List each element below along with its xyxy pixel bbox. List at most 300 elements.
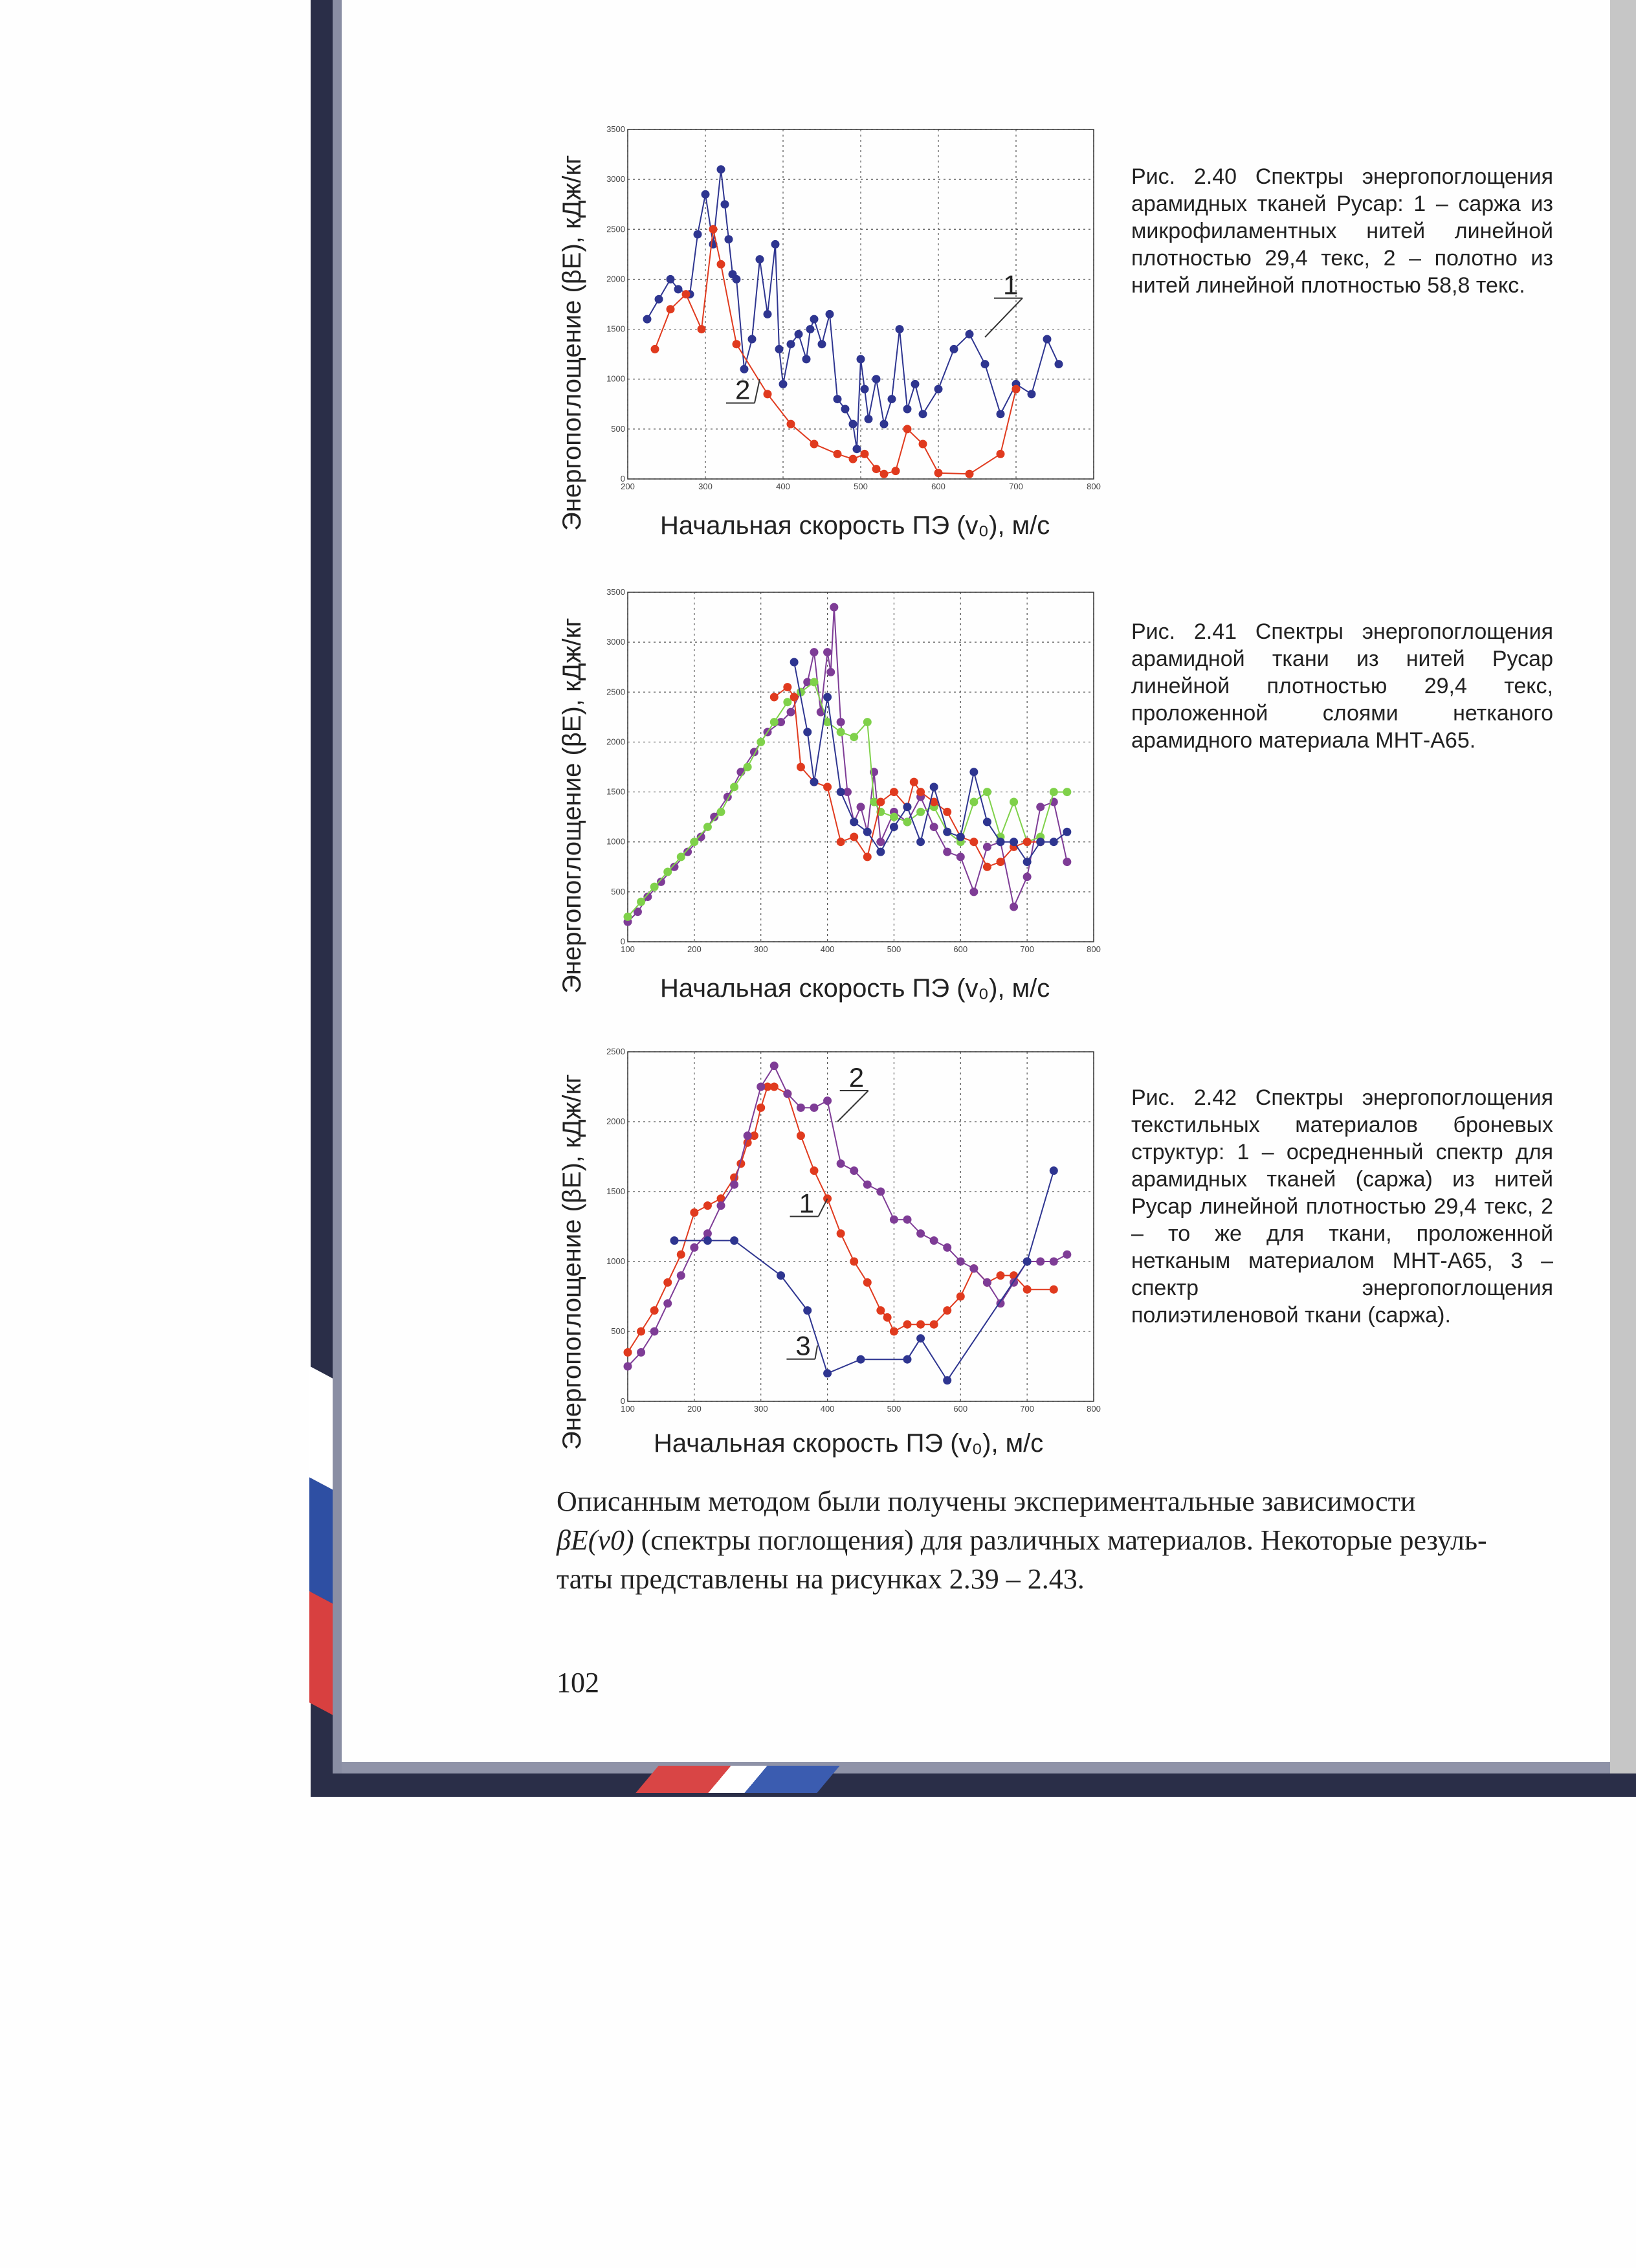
series-3-point xyxy=(823,1369,832,1377)
series-1-point xyxy=(787,340,795,348)
series-3-point xyxy=(943,1376,951,1384)
figure-2-42-chart xyxy=(608,1039,1113,1427)
y-tick-label: 3500 xyxy=(606,124,625,134)
series-3-point xyxy=(790,693,799,702)
figure-2-40-xlabel: Начальная скорость ПЭ (v₀), м/с xyxy=(660,511,1050,540)
series-2-line xyxy=(655,229,1019,474)
body-paragraph xyxy=(557,1482,1566,1599)
series-1-point xyxy=(934,385,943,394)
y-tick-label: 2500 xyxy=(606,224,625,234)
y-tick-label: 2000 xyxy=(606,1117,625,1126)
series-3-point xyxy=(703,1236,712,1245)
series-3-point xyxy=(969,838,978,846)
series-3-point xyxy=(803,1306,812,1315)
series-2-point xyxy=(730,1181,738,1189)
series-1-point xyxy=(837,718,845,726)
series-2-point xyxy=(1036,1258,1045,1266)
series-2-point xyxy=(783,1089,791,1098)
series-1-point xyxy=(883,1313,892,1322)
annotation-leader xyxy=(815,1346,817,1359)
series-1-point xyxy=(896,325,904,333)
series-1-point xyxy=(725,235,733,243)
series-4-point xyxy=(997,838,1005,846)
series-3-point xyxy=(910,778,918,786)
series-1-point xyxy=(770,1083,779,1091)
series-2-point xyxy=(717,808,725,816)
series-1-point xyxy=(797,1131,805,1140)
series-1-point xyxy=(943,848,951,856)
annotation-label: 1 xyxy=(1003,269,1019,300)
series-1-point xyxy=(810,1166,819,1175)
series-1-point xyxy=(667,275,675,284)
series-2-point xyxy=(1063,788,1071,796)
series-4-point xyxy=(1023,858,1032,866)
series-2-point xyxy=(849,455,857,463)
series-3-point xyxy=(863,852,872,861)
series-1-point xyxy=(771,240,780,249)
series-3-point xyxy=(983,863,991,871)
series-3-point xyxy=(916,788,925,796)
series-1-point xyxy=(876,1306,885,1315)
series-2-point xyxy=(890,813,898,821)
series-2-point xyxy=(880,470,889,478)
series-1-point xyxy=(806,325,815,333)
series-1-point xyxy=(1063,858,1071,866)
series-2-point xyxy=(983,788,991,796)
series-2-point xyxy=(934,469,943,477)
series-1-point xyxy=(740,365,749,373)
annotation-label: 2 xyxy=(735,374,751,405)
series-2-point xyxy=(850,733,858,741)
x-tick-label: 200 xyxy=(621,482,635,491)
series-1-point xyxy=(775,345,784,353)
series-1-point xyxy=(857,803,865,811)
series-1-point xyxy=(779,380,788,388)
y-tick-label: 0 xyxy=(620,937,625,946)
series-1-point xyxy=(826,310,834,318)
series-4-point xyxy=(916,838,925,846)
series-1-point xyxy=(674,285,683,293)
series-4-point xyxy=(1036,838,1045,846)
series-2-point xyxy=(872,465,881,473)
series-1-point xyxy=(1010,903,1018,911)
series-1-point xyxy=(810,648,819,656)
y-tick-label: 500 xyxy=(611,1326,625,1336)
series-3-point xyxy=(916,1334,925,1342)
series-3-point xyxy=(997,858,1005,866)
series-3-point xyxy=(777,1271,785,1280)
series-3-point xyxy=(876,798,885,806)
series-1-point xyxy=(849,420,857,428)
figure-2-42-caption: Рис. 2.42 Спектры энергопоглощения текстильных материалов броневых структур: 1 – осредненный спектр для арамидных тканей (саржа) из нитей Русар линейной плотностью 29,4 текс, 2 – то же для ткани, проложенной нетканым материалом МНТ-А65, 3 – спектр энергопоглощения полиэтиленовой ткани (саржа). xyxy=(1131,1085,1553,1328)
series-2-point xyxy=(744,1131,752,1140)
page-number: 102 xyxy=(557,1667,599,1698)
y-tick-label: 1000 xyxy=(606,373,625,384)
series-2-point xyxy=(861,450,869,458)
series-3-point xyxy=(770,693,779,702)
series-4-point xyxy=(823,693,832,702)
series-2-point xyxy=(690,1243,698,1252)
series-1-point xyxy=(810,315,819,324)
x-tick-label: 800 xyxy=(1087,1404,1101,1414)
annotation-leader xyxy=(819,1199,828,1217)
series-2-point xyxy=(682,290,691,298)
annotation-leader xyxy=(837,1091,868,1122)
series-4-point xyxy=(850,817,858,826)
series-2-point xyxy=(903,1216,912,1224)
x-tick-label: 300 xyxy=(753,944,768,954)
series-4-point xyxy=(863,828,872,836)
series-2-point xyxy=(698,325,706,333)
series-1-point xyxy=(981,360,989,368)
x-tick-label: 500 xyxy=(887,944,901,954)
series-1-point xyxy=(717,165,725,173)
series-2-point xyxy=(850,1166,858,1175)
series-2-point xyxy=(837,1159,845,1168)
series-1-point xyxy=(997,410,1005,418)
series-2-point xyxy=(783,698,791,706)
series-1-point xyxy=(702,190,710,199)
series-2-point xyxy=(717,260,725,269)
series-1-point xyxy=(694,230,702,239)
series-1-point xyxy=(930,823,938,831)
series-2-point xyxy=(903,425,912,433)
series-2-point xyxy=(677,852,685,861)
series-3-point xyxy=(1023,1258,1032,1266)
series-2-point xyxy=(890,1216,898,1224)
body-line-2-text: (спектры поглощения) для различных материалов. Некоторые резуль- xyxy=(634,1524,1487,1556)
body-line-2 xyxy=(557,1521,1566,1560)
series-2-point xyxy=(969,798,978,806)
figure-2-42-xlabel: Начальная скорость ПЭ (v₀), м/с xyxy=(654,1429,1044,1458)
x-tick-label: 700 xyxy=(1009,482,1023,491)
series-2-point xyxy=(703,823,712,831)
figure-2-41-xlabel: Начальная скорость ПЭ (v₀), м/с xyxy=(660,974,1050,1003)
series-2-point xyxy=(997,450,1005,458)
book-cover-edge-bottom-inner xyxy=(342,1762,1610,1773)
series-1-point xyxy=(643,315,652,324)
series-2-point xyxy=(637,1348,645,1357)
series-2-point xyxy=(834,450,842,458)
series-1-point xyxy=(748,335,757,344)
series-4-point xyxy=(890,823,898,831)
x-tick-label: 600 xyxy=(931,482,945,491)
series-4-point xyxy=(1063,828,1071,836)
series-1-point xyxy=(663,1278,672,1287)
y-tick-label: 3500 xyxy=(606,587,625,597)
series-1-point xyxy=(721,200,729,208)
series-1-point xyxy=(919,410,927,418)
series-3-point xyxy=(797,763,805,772)
body-line-1: Описанным методом были получены экспериментальные зависимости xyxy=(557,1485,1416,1517)
series-4-point xyxy=(810,778,819,786)
series-2-point xyxy=(1063,1251,1071,1259)
series-2-point xyxy=(810,678,819,686)
series-2-point xyxy=(624,913,632,921)
series-4-point xyxy=(956,833,965,841)
series-1-point xyxy=(861,385,869,394)
series-1-point xyxy=(757,1104,765,1112)
series-2-point xyxy=(764,390,772,398)
series-4-point xyxy=(969,768,978,776)
x-tick-label: 300 xyxy=(753,1404,768,1414)
x-tick-label: 600 xyxy=(953,944,968,954)
series-2-point xyxy=(943,1243,951,1252)
y-tick-label: 500 xyxy=(611,886,625,896)
annotation-label: 1 xyxy=(799,1188,814,1219)
y-tick-label: 0 xyxy=(620,474,625,484)
series-4-point xyxy=(983,817,991,826)
figure-2-41-caption: Рис. 2.41 Спектры энергопоглощения арамидной ткани из нитей Русар линейной плотностью 29,4 текс, проложенной слоями нетканого арамидного материала МНТ-А65. xyxy=(1131,619,1553,753)
series-3-point xyxy=(670,1236,679,1245)
x-tick-label: 800 xyxy=(1087,482,1101,491)
series-1-point xyxy=(787,708,795,717)
series-1-point xyxy=(916,1320,925,1329)
series-2-point xyxy=(730,783,738,791)
book-cover-edge-bottom xyxy=(311,1773,1636,1797)
series-1-point xyxy=(823,648,832,656)
series-1-point xyxy=(655,295,663,304)
series-1-point xyxy=(703,1201,712,1210)
x-tick-label: 100 xyxy=(621,1404,635,1414)
y-tick-label: 1500 xyxy=(606,324,625,334)
x-tick-label: 300 xyxy=(698,482,713,491)
series-1-point xyxy=(818,340,826,348)
series-1-point xyxy=(1043,335,1052,344)
series-4-point xyxy=(837,788,845,796)
series-2-point xyxy=(744,763,752,772)
series-2-point xyxy=(892,467,900,475)
series-2-point xyxy=(650,883,659,891)
series-1-point xyxy=(880,420,889,428)
series-3-point xyxy=(1050,1166,1058,1175)
book-cover-edge-right xyxy=(1610,0,1636,1786)
y-tick-label: 1000 xyxy=(606,1256,625,1266)
x-tick-label: 800 xyxy=(1087,944,1101,954)
series-2-point xyxy=(876,1188,885,1196)
series-2-point xyxy=(663,1299,672,1307)
plot-frame xyxy=(628,1052,1094,1401)
x-tick-label: 400 xyxy=(820,1404,835,1414)
series-1-point xyxy=(890,1328,898,1336)
x-tick-label: 100 xyxy=(621,944,635,954)
figure-2-42-ylabel: Энергопоглощение (βE), кДж/кг xyxy=(558,1074,586,1450)
series-1-point xyxy=(997,1271,1005,1280)
series-1-point xyxy=(903,1320,912,1329)
figure-2-41-chart xyxy=(608,579,1113,968)
series-3-point xyxy=(730,1236,738,1245)
series-2-point xyxy=(863,1181,872,1189)
annotation-label: 3 xyxy=(795,1330,811,1361)
series-4-point xyxy=(876,848,885,856)
figure-2-40-ylabel: Энергопоглощение (βE), кДж/кг xyxy=(558,155,586,531)
series-1-point xyxy=(756,255,764,263)
series-2-point xyxy=(677,1271,685,1280)
series-1-line xyxy=(647,170,1059,449)
x-tick-label: 700 xyxy=(1020,944,1034,954)
series-3-point xyxy=(857,1355,865,1364)
x-tick-label: 700 xyxy=(1020,1404,1034,1414)
series-1-point xyxy=(950,345,958,353)
series-1-point xyxy=(956,852,965,861)
series-1-point xyxy=(850,1258,858,1266)
series-4-point xyxy=(903,803,912,811)
series-1-point xyxy=(690,1208,698,1217)
series-2-point xyxy=(823,1096,832,1105)
series-1-point xyxy=(826,668,835,676)
series-2-point xyxy=(637,898,645,906)
series-1-point xyxy=(969,887,978,896)
series-1-point xyxy=(853,445,861,453)
series-3-point xyxy=(890,788,898,796)
series-2-point xyxy=(624,1362,632,1371)
beta-symbol: βE(v0) xyxy=(557,1524,634,1556)
series-1-point xyxy=(837,1229,845,1238)
series-1-point xyxy=(1055,360,1063,368)
x-tick-label: 500 xyxy=(887,1404,901,1414)
series-2-point xyxy=(837,728,845,737)
series-1-point xyxy=(834,395,842,403)
series-2-point xyxy=(733,340,741,348)
series-4-point xyxy=(943,828,951,836)
x-tick-label: 200 xyxy=(687,1404,702,1414)
series-1-point xyxy=(888,395,896,403)
plot-frame xyxy=(628,592,1094,942)
series-2-point xyxy=(1050,788,1058,796)
series-2-point xyxy=(916,808,925,816)
series-3-point xyxy=(823,783,832,791)
series-1-line xyxy=(628,1087,1054,1352)
series-3-point xyxy=(837,838,845,846)
series-2-point xyxy=(757,1083,765,1091)
series-2-point xyxy=(650,1328,659,1336)
series-2-point xyxy=(903,817,912,826)
y-tick-label: 500 xyxy=(611,423,625,434)
series-4-point xyxy=(930,783,938,791)
figure-2-40-chart xyxy=(608,117,1113,505)
tricolor-stripe-bottom xyxy=(636,1766,839,1793)
series-4-point xyxy=(790,658,799,667)
x-tick-label: 400 xyxy=(820,944,835,954)
series-2-line xyxy=(628,682,1067,917)
series-1-point xyxy=(802,355,811,363)
tricolor-stripe-left xyxy=(309,1366,333,1715)
series-1-point xyxy=(830,603,838,612)
y-tick-label: 1500 xyxy=(606,786,625,797)
series-2-point xyxy=(969,1264,978,1273)
series-1-point xyxy=(930,1320,938,1329)
series-2-point xyxy=(983,1278,991,1287)
series-2-point xyxy=(863,718,872,726)
series-2-point xyxy=(810,440,819,449)
y-tick-label: 1000 xyxy=(606,836,625,847)
annotation-leader xyxy=(985,298,1022,337)
figure-2-40-caption: Рис. 2.40 Спектры энергопоглощения арамидных тканей Русар: 1 – саржа из микрофиламентных нитей линейной плотностью 29,4 текс, 2 – полотно из нитей линейной плотностью 58,8 текс. xyxy=(1131,164,1553,298)
series-2-point xyxy=(717,1201,725,1210)
series-2-point xyxy=(1012,385,1021,394)
series-1-point xyxy=(677,1251,685,1259)
series-2-point xyxy=(930,1236,938,1245)
series-4-point xyxy=(803,728,812,737)
y-tick-label: 3000 xyxy=(606,174,625,184)
series-1-point xyxy=(733,275,741,284)
x-tick-label: 600 xyxy=(953,1404,968,1414)
series-2-point xyxy=(810,1104,819,1112)
series-1-point xyxy=(911,380,920,388)
series-1-point xyxy=(764,310,772,318)
y-tick-label: 0 xyxy=(620,1396,625,1406)
series-1-point xyxy=(966,330,974,339)
annotation-leader xyxy=(755,379,760,403)
series-4-point xyxy=(1050,838,1058,846)
series-1-point xyxy=(1050,1285,1058,1294)
series-1-point xyxy=(857,355,865,363)
series-1-point xyxy=(956,1293,965,1301)
series-4-point xyxy=(1010,838,1018,846)
series-1-point xyxy=(872,375,881,383)
x-tick-label: 500 xyxy=(854,482,868,491)
series-1-line xyxy=(628,607,1067,922)
series-1-point xyxy=(1028,390,1036,398)
series-1-point xyxy=(863,1278,872,1287)
series-3-point xyxy=(943,808,951,816)
series-1-point xyxy=(865,415,873,423)
series-1-point xyxy=(903,405,912,414)
annotation-label: 2 xyxy=(848,1062,865,1093)
series-3-point xyxy=(1023,838,1032,846)
y-tick-label: 1500 xyxy=(606,1186,625,1196)
series-2-point xyxy=(1010,798,1018,806)
series-2-point xyxy=(651,345,659,353)
series-2-point xyxy=(757,738,765,746)
figure-2-41-ylabel: Энергопоглощение (βE), кДж/кг xyxy=(558,617,586,994)
series-1-point xyxy=(650,1306,659,1315)
series-2-point xyxy=(709,225,718,234)
y-tick-label: 2000 xyxy=(606,737,625,747)
series-3-point xyxy=(903,1355,912,1364)
series-2-point xyxy=(663,868,672,876)
series-2-point xyxy=(956,1258,965,1266)
book-cover-edge-left-inner xyxy=(333,0,342,1786)
series-2-point xyxy=(916,1229,925,1238)
series-2-point xyxy=(787,420,795,428)
series-2-point xyxy=(770,718,779,726)
series-3-point xyxy=(783,683,791,691)
series-2-point xyxy=(1050,1258,1058,1266)
y-tick-label: 2500 xyxy=(606,687,625,697)
series-2-point xyxy=(919,440,927,449)
series-1-point xyxy=(983,843,991,851)
series-1-point xyxy=(841,405,850,414)
series-1-point xyxy=(1023,1285,1032,1294)
series-1-point xyxy=(795,330,803,339)
series-2-point xyxy=(690,838,698,846)
series-1-point xyxy=(1036,803,1045,811)
y-tick-label: 2500 xyxy=(606,1047,625,1056)
y-tick-label: 2000 xyxy=(606,274,625,284)
series-2-point xyxy=(797,1104,805,1112)
series-2-point xyxy=(667,305,675,313)
y-tick-label: 3000 xyxy=(606,637,625,647)
series-3-point xyxy=(850,833,858,841)
series-1-point xyxy=(1023,873,1032,881)
x-tick-label: 400 xyxy=(776,482,790,491)
series-1-point xyxy=(943,1306,951,1315)
series-1-point xyxy=(637,1328,645,1336)
series-1-point xyxy=(624,1348,632,1357)
x-tick-label: 200 xyxy=(687,944,702,954)
body-line-3: таты представлены на рисунках 2.39 – 2.43. xyxy=(557,1563,1085,1595)
